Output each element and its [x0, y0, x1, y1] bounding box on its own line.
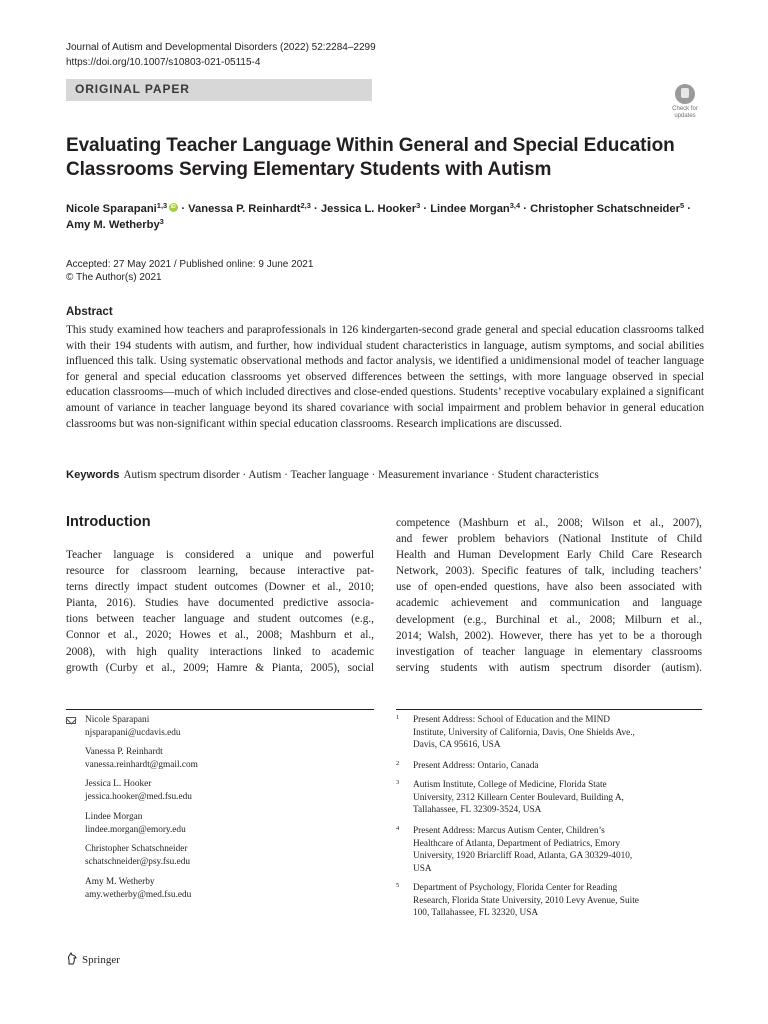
body-line: Pianta, 2016). Studies have documented predictive associa-	[66, 597, 374, 610]
body-line: development (e.g., Burchinal et al., 2008; Milburn et al.,	[396, 613, 702, 626]
contact-entry	[85, 746, 198, 771]
envelope-icon	[66, 717, 76, 724]
affiliation-line: USA	[413, 863, 432, 874]
body-line: Teacher language is considered a unique and powerful	[66, 549, 374, 561]
author-affiliation-sup: 3	[159, 217, 164, 226]
affiliation-line: University, 2312 Killearn Center Boulevard, Building A,	[413, 792, 624, 803]
body-line: resource for classroom learning, because interactive pat-	[66, 565, 374, 578]
affiliation-line: Present Address: Marcus Autism Center, Children’s	[413, 826, 605, 836]
affiliation-line: Present Address: School of Education and the MIND	[413, 715, 611, 725]
contact-name: Lindee Morgan	[85, 812, 143, 822]
author-name[interactable]: Amy M. Wetherby	[66, 219, 160, 231]
contact-entry	[85, 714, 181, 739]
body-line: 2008), with high quality interactions linked to academic	[66, 645, 374, 658]
contact-name: Christopher Schatschneider	[85, 844, 188, 854]
publisher-name: Springer	[82, 954, 120, 966]
affiliation-number: 2	[396, 760, 400, 767]
abstract-heading: Abstract	[66, 306, 113, 318]
author-list: Nicole Sparapani$^{1,3}$iD · Vanessa P. Reinhardt$^{2,3}$ · Jessica L. Hooker$^3$ · Lindee Morgan$^{3,4}$ · Christopher Schatschneider$^5$ · Amy M. Wetherby$^3$	[66, 201, 716, 233]
affiliation-line: Research, Florida State University, 2010 Levy Avenue, Suite	[413, 895, 639, 906]
body-line: and fewer problem behaviors (National Institute of Child	[396, 533, 702, 546]
body-line: 2014; Walsh, 2002). However, there has yet to be a thorough	[396, 629, 702, 642]
article-type-label: ORIGINAL PAPER	[75, 82, 190, 96]
journal-citation: Journal of Autism and Developmental Disorders (2022) 52:2284–2299	[66, 42, 376, 53]
contact-email[interactable]: jessica.hooker@med.fsu.edu	[85, 791, 192, 802]
body-line: Connor et al., 2020; Howes et al., 2008; Mashburn et al.,	[66, 629, 374, 642]
body-line: competence (Mashburn et al., 2008; Wilson et al., 2007),	[396, 517, 702, 529]
body-line: growth (Curby et al., 2009; Hamre & Pianta, 2005), social	[66, 661, 374, 674]
author-affiliation-sup: 3	[416, 201, 421, 210]
copyright-notice: © The Author(s) 2021	[66, 272, 162, 283]
body-line: investigation of teacher language in elementary classrooms	[396, 645, 702, 658]
affiliation-number: 5	[396, 882, 400, 889]
affiliation-line: Autism Institute, College of Medicine, Florida State	[413, 780, 607, 790]
contact-entry	[85, 876, 191, 901]
footnote-divider	[396, 709, 702, 710]
contact-email[interactable]: vanessa.reinhardt@gmail.com	[85, 759, 198, 770]
affiliation-line: Present Address: Ontario, Canada	[413, 761, 539, 771]
affiliation-line: 100, Tallahassee, FL 32320, USA	[413, 908, 539, 919]
body-line: academic achievement and communication and language	[396, 597, 702, 610]
affiliation-line: Department of Psychology, Florida Center for Reading	[413, 883, 618, 893]
keywords-label: Keywords	[66, 469, 120, 481]
author-affiliation-sup: 5	[679, 201, 685, 210]
author-affiliation-sup: 3,4	[509, 201, 521, 210]
contact-name: Amy M. Wetherby	[85, 877, 155, 887]
affiliation-line: Healthcare of Atlanta, Department of Pediatrics, Emory	[413, 838, 621, 849]
contact-entry	[85, 843, 190, 868]
author-affiliation-sup: 1,3	[156, 201, 168, 210]
accepted-published-dates: Accepted: 27 May 2021 / Published online: 9 June 2021	[66, 259, 314, 270]
springer-horse-icon	[66, 952, 78, 965]
contact-name: Vanessa P. Reinhardt	[85, 747, 163, 757]
author-name[interactable]: Jessica L. Hooker	[320, 203, 417, 215]
article-title: Evaluating Teacher Language Within General and Special Education Classrooms Serving Elementary Students with Autism	[66, 135, 675, 180]
check-for-updates-icon	[675, 84, 695, 104]
body-line: Health and Human Development Early Child Care Research	[396, 549, 702, 562]
publication-dates	[66, 258, 313, 284]
contact-email[interactable]: lindee.morgan@emory.edu	[85, 824, 186, 835]
publisher-footer	[66, 952, 120, 966]
author-name[interactable]: Vanessa P. Reinhardt	[188, 203, 301, 215]
orcid-icon[interactable]	[169, 203, 178, 212]
body-line: use of open-ended questions, have also been associated with	[396, 581, 702, 594]
contact-entry	[85, 778, 192, 803]
contact-name: Nicole Sparapani	[85, 715, 150, 725]
check-for-updates-label: Check for updates	[672, 106, 698, 119]
journal-header	[66, 40, 376, 70]
affiliation-line: Institute, University of California, Davis, One Shields Ave.,	[413, 727, 635, 738]
contact-email[interactable]: schatschneider@psy.fsu.edu	[85, 856, 191, 867]
article-type-banner	[66, 79, 372, 101]
author-name[interactable]: Nicole Sparapani	[66, 203, 157, 215]
footnote-divider	[66, 709, 374, 710]
affiliation-number: 1	[396, 714, 400, 721]
abstract-text: This study examined how teachers and paraprofessionals in 126 kindergarten-second grade general and special education classrooms talked with their 194 students with autism, and further, how individual student characteristics in language, autism symptoms, and social abilities influenced this talk. Using systematic observational methods and factor analysis, we identified a unidimensional model of teacher language for general and special education classrooms yet observed differences between the settings, with more language observed in special education classrooms—much of which included directives and close-ended questions. Students’ receptive vocabulary explained a significant amount of variance in teacher language beyond its shared covariance with social impairment and problem behavior in general education classrooms but was non-significant within special education classrooms. Research implications are discussed.	[66, 324, 704, 430]
keywords	[66, 469, 716, 481]
body-column-right	[396, 515, 702, 676]
contact-email[interactable]: njsparapani@ucdavis.edu	[85, 727, 181, 738]
contact-entry	[85, 811, 186, 836]
check-for-updates-button[interactable]	[667, 84, 703, 124]
affiliation-number: 3	[396, 779, 400, 786]
author-affiliation-sup: 2,3	[300, 201, 311, 210]
affiliation-line: Tallahassee, FL 32309-3524, USA	[413, 805, 542, 816]
affiliation-line: Davis, CA 95616, USA	[413, 740, 501, 751]
contact-email[interactable]: amy.wetherby@med.fsu.edu	[85, 889, 192, 900]
introduction-heading: Introduction	[66, 514, 151, 530]
body-line: Network, 2003). Specific features of talk, including teachers’	[396, 565, 702, 578]
affiliation-line: University, 1920 Briarcliff Road, Atlanta, GA 30329-4010,	[413, 851, 633, 862]
contact-name: Jessica L. Hooker	[85, 779, 152, 789]
author-name[interactable]: Lindee Morgan	[430, 203, 510, 215]
keywords-list: Autism spectrum disorder · Autism · Teacher language · Measurement invariance · Student characteristics	[123, 469, 599, 481]
doi-link[interactable]: https://doi.org/10.1007/s10803-021-05115-4	[66, 57, 261, 68]
affiliation-number: 4	[396, 825, 400, 832]
body-line: terns directly impact student outcomes (Downer et al., 2010;	[66, 581, 374, 594]
body-line: tions between teacher language and student outcomes (e.g.,	[66, 613, 374, 626]
body-column-left	[66, 547, 374, 676]
author-name[interactable]: Christopher Schatschneider	[530, 203, 680, 215]
body-line: serving students with autism spectrum disorder (autism).	[396, 661, 702, 674]
